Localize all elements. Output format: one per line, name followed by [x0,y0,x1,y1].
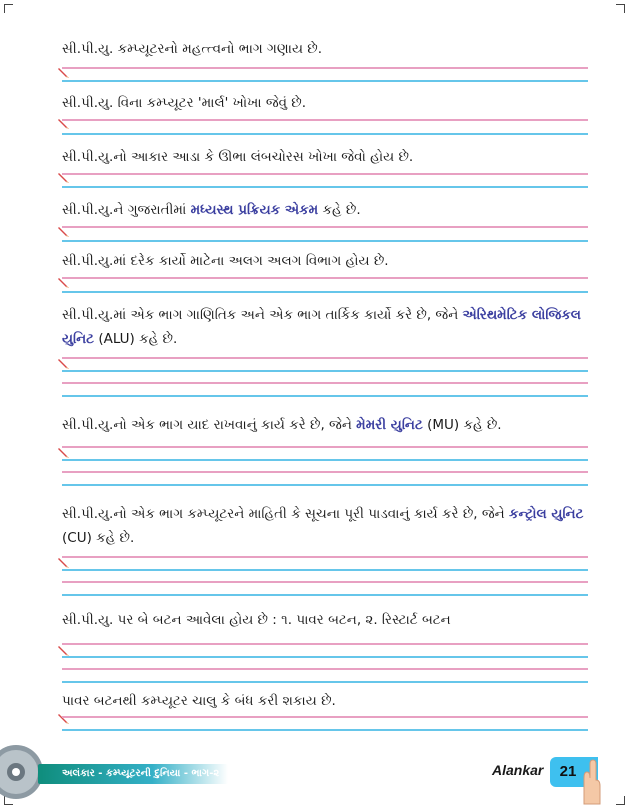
writing-line [62,656,588,658]
sentence-text: સી.પી.યુ.નો એક ભાગ યાદ રાખવાનું કાર્ય કરે છે, જેને [62,417,357,433]
pencil-icon [57,556,71,570]
writing-line [62,729,588,731]
pencil-icon [57,446,71,460]
crop-mark-top-left [4,4,13,13]
sentence-text: સી.પી.યુ. વિના કમ્પ્યૂટર 'માર્લ' ખોખા જેવું છે. [62,95,307,111]
highlighted-term: એરિથમેટિક લોજિકલ યુનિટ [62,307,581,347]
highlighted-term: મધ્યસ્થ પ્રક્રિયક એકમ [190,202,319,218]
writing-line [62,357,588,359]
sentence-text: (MU) કહે છે. [422,417,502,433]
writing-line [62,133,588,135]
sentence-1 [62,37,592,61]
crop-mark-bottom-right [616,796,625,805]
crop-mark-top-right [616,4,625,13]
writing-line [62,119,588,121]
writing-line [62,446,588,448]
writing-line [62,370,588,372]
pencil-icon [57,712,71,726]
sentence-text: (CU) કહે છે. [62,530,135,546]
sentence-4 [62,198,592,222]
writing-line [62,556,588,558]
pencil-icon [57,357,71,371]
sentence-2 [62,91,592,115]
sentence-text: સી.પી.યુ. કમ્પ્યૂટરનો મહત્ત્વનો ભાગ ગણાય છે. [62,41,323,57]
writing-line [62,594,588,596]
sentence-text: સી.પી.યુ.માં દરેક કાર્યો માટેના અલગ અલગ વિભાગ હોય છે. [62,253,389,269]
writing-line [62,484,588,486]
sentence-text: સી.પી.યુ.નો આકાર આડા કે ઊભા લંબચોરસ ખોખા જેવો હોય છે. [62,149,414,165]
sentence-7 [62,413,592,437]
sentence-10 [62,689,592,713]
sentence-text: સી.પી.યુ. પર બે બટન આવેલા હોય છે : ૧. પાવર બટન, ૨. રિસ્ટાર્ટ બટન [62,612,451,628]
sentence-text: (ALU) કહે છે. [94,331,178,347]
writing-line [62,643,588,645]
publisher-logo: Alankar [492,762,544,778]
pointing-hand-icon [578,758,602,806]
sentence-8 [62,502,592,550]
writing-line [62,581,588,583]
page-number: 21 [559,763,577,780]
writing-line [62,716,588,718]
writing-line [62,471,588,473]
writing-line [62,395,588,397]
writing-line [62,186,588,188]
sentence-5 [62,249,592,273]
writing-line [62,277,588,279]
sentence-3 [62,145,592,169]
sentence-text: કહે છે. [318,202,361,218]
sentence-9 [62,608,592,632]
writing-line [62,291,588,293]
footer-series-title: અલંકાર - કમ્પ્યૂટરની દુનિયા - ભાગ-૨ [62,768,220,779]
writing-line [62,173,588,175]
sentence-text: સી.પી.યુ.ને ગુજરાતીમાં [62,202,191,218]
writing-line [62,80,588,82]
writing-line [62,681,588,683]
sentence-text: સી.પી.યુ.માં એક ભાગ ગાણિતિક અને એક ભાગ તાર્કિક કાર્યો કરે છે, જેને [62,307,463,323]
sentence-text: સી.પી.યુ.નો એક ભાગ કમ્પ્યૂટરને માહિતી કે સૂચના પૂરી પાડવાનું કાર્ય કરે છે, જેને [62,506,509,522]
writing-line [62,226,588,228]
writing-line [62,240,588,242]
sentence-6 [62,303,592,351]
highlighted-term: કન્ટ્રોલ યુનિટ [508,506,584,522]
sentence-text: પાવર બટનથી કમ્પ્યૂટર ચાલુ કે બંધ કરી શકાય છે. [62,693,336,709]
writing-line [62,67,588,69]
writing-line [62,668,588,670]
writing-line [62,382,588,384]
highlighted-term: મેમરી યુનિટ [356,417,423,433]
writing-line [62,459,588,461]
writing-line [62,569,588,571]
